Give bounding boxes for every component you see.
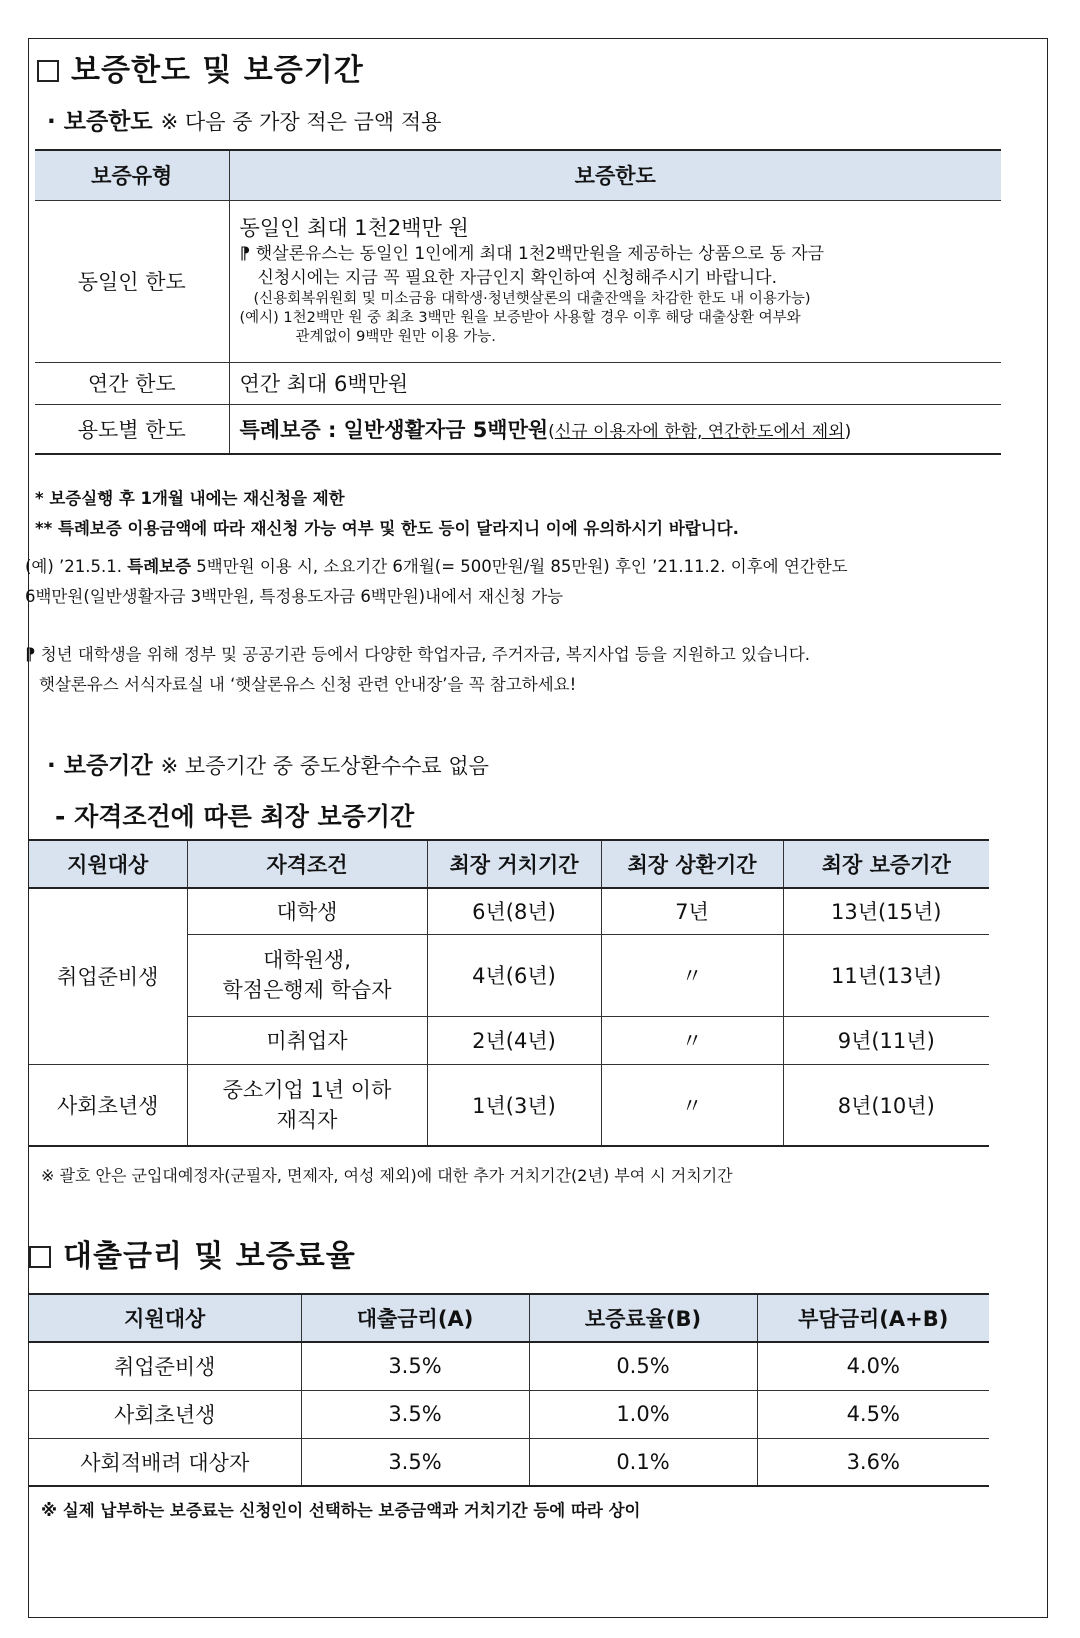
condition-cell: 대학생	[187, 888, 427, 934]
document-page	[25, 38, 1048, 1618]
condition-cell: 미취업자	[187, 1016, 427, 1064]
notice-line: 햇살론유스 서식자료실 내 ‘햇살론유스 신청 관련 안내장’을 꼭 참고하세요!	[39, 675, 577, 694]
header-type: 보증유형	[35, 150, 229, 200]
table-row	[35, 200, 1001, 362]
row-limit-detail: 동일인 최대 1천2백만 원 ⁋ 햇살론유스는 동일인 1인에게 최대 1천2백만원을 제공하는 상품으로 동 자금 신청시에는 지금 꼭 필요한 자금인지 확인하여 신청해주시기 바랍니다. (신용회복위원회 및 미소금융 대학생·청년햇살론의 대출잔액을 차감한 한도 내 이용가능) (예시) 1천2백만 원 중 최초 3백만 원을 보증받아 사용할 경우 이후 해당 대출상환 여부와 관계없이 9백만 원만 이용 가능.	[229, 200, 1001, 362]
total-cell: 9년(11년)	[783, 1016, 989, 1064]
grace-cell: 4년(6년)	[427, 934, 601, 1016]
header-target: 지원대상	[29, 840, 187, 888]
grace-cell: 6년(8년)	[427, 888, 601, 934]
condition-cell: 대학원생, 학점은행제 학습자	[187, 934, 427, 1016]
interest-rate-table	[29, 1293, 989, 1487]
row-limit-detail: 연간 최대 6백만원	[229, 362, 1001, 404]
interest-footnote: ※ 실제 납부하는 보증료는 신청인이 선택하는 보증금액과 거치기간 등에 따라 상이	[41, 1501, 641, 1520]
header-total: 최장 보증기간	[783, 840, 989, 888]
grace-cell: 1년(3년)	[427, 1064, 601, 1146]
checkbox-square-icon	[29, 1246, 51, 1268]
repay-cell: 7년	[601, 888, 783, 934]
section-title-guarantee: 보증한도 및 보증기간	[37, 45, 364, 89]
header-limit: 보증한도	[229, 150, 1001, 200]
row-type: 동일인 한도	[35, 200, 229, 362]
condition-cell: 중소기업 1년 이하 재직자	[187, 1064, 427, 1146]
header-total-rate: 부담금리(A+B)	[757, 1294, 989, 1342]
table-row: 사회적배려 대상자 3.5% 0.1% 3.6%	[29, 1438, 989, 1486]
table-row	[35, 404, 1001, 454]
row-type: 연간 한도	[35, 362, 229, 404]
total-cell: 8년(10년)	[783, 1064, 989, 1146]
bullet-note: ** 특례보증 이용금액에 따라 재신청 가능 여부 및 한도 등이 달라지니 이에 유의하시기 바랍니다.	[35, 519, 739, 538]
bullet-note: * 보증실행 후 1개월 내에는 재신청을 제한	[35, 489, 345, 508]
table-header-row	[35, 150, 1001, 200]
target-cell: 사회초년생	[29, 1064, 187, 1146]
row-type: 용도별 한도	[35, 404, 229, 454]
header-condition: 자격조건	[187, 840, 427, 888]
period-subheading: - 자격조건에 따른 최장 보증기간	[55, 802, 415, 831]
header-repay: 최장 상환기간	[601, 840, 783, 888]
example-line: (예) ’21.5.1. 특례보증 5백만원 이용 시, 소요기간 6개월(= 500만원/월 85만원) 후인 ’21.11.2. 이후에 연간한도	[25, 557, 848, 576]
table-row	[29, 1064, 989, 1146]
repay-cell: 〃	[601, 934, 783, 1016]
notice-line: ⁋ 청년 대학생을 위해 정부 및 공공기관 등에서 다양한 학업자금, 주거자금, 복지사업 등을 지원하고 있습니다.	[25, 645, 811, 664]
period-heading: · 보증기간 ※ 보증기간 중 중도상환수수료 없음	[47, 753, 489, 779]
table-header-row	[29, 840, 989, 888]
total-cell: 11년(13년)	[783, 934, 989, 1016]
period-footnote: ※ 괄호 안은 군입대예정자(군필자, 면제자, 여성 제외)에 대한 추가 거치기간(2년) 부여 시 거치기간	[41, 1166, 733, 1185]
grace-cell: 2년(4년)	[427, 1016, 601, 1064]
row-limit-detail: 특례보증 : 일반생활자금 5백만원(신규 이용자에 한함, 연간한도에서 제외)	[229, 404, 1001, 454]
header-target: 지원대상	[29, 1294, 301, 1342]
table-row: 취업준비생 3.5% 0.5% 4.0%	[29, 1342, 989, 1390]
target-cell: 취업준비생	[29, 888, 187, 1064]
limit-heading: · 보증한도 ※ 다음 중 가장 적은 금액 적용	[47, 109, 442, 135]
total-cell: 13년(15년)	[783, 888, 989, 934]
header-grace: 최장 거치기간	[427, 840, 601, 888]
header-loan-rate: 대출금리(A)	[301, 1294, 529, 1342]
section-title-interest: 대출금리 및 보증료율	[29, 1231, 356, 1275]
repay-cell: 〃	[601, 1016, 783, 1064]
table-row: 사회초년생 3.5% 1.0% 4.5%	[29, 1390, 989, 1438]
table-header-row	[29, 1294, 989, 1342]
example-line: 6백만원(일반생활자금 3백만원, 특정용도자금 6백만원)내에서 재신청 가능	[25, 587, 564, 606]
guarantee-period-table	[29, 839, 989, 1147]
repay-cell: 〃	[601, 1064, 783, 1146]
guarantee-limit-table	[35, 149, 1001, 455]
period-note: ※ 보증기간 중 중도상환수수료 없음	[160, 754, 489, 778]
checkbox-square-icon	[37, 60, 59, 82]
table-row	[29, 888, 989, 934]
limit-note: ※ 다음 중 가장 적은 금액 적용	[160, 110, 442, 134]
header-fee-rate: 보증료율(B)	[529, 1294, 757, 1342]
table-row	[35, 362, 1001, 404]
